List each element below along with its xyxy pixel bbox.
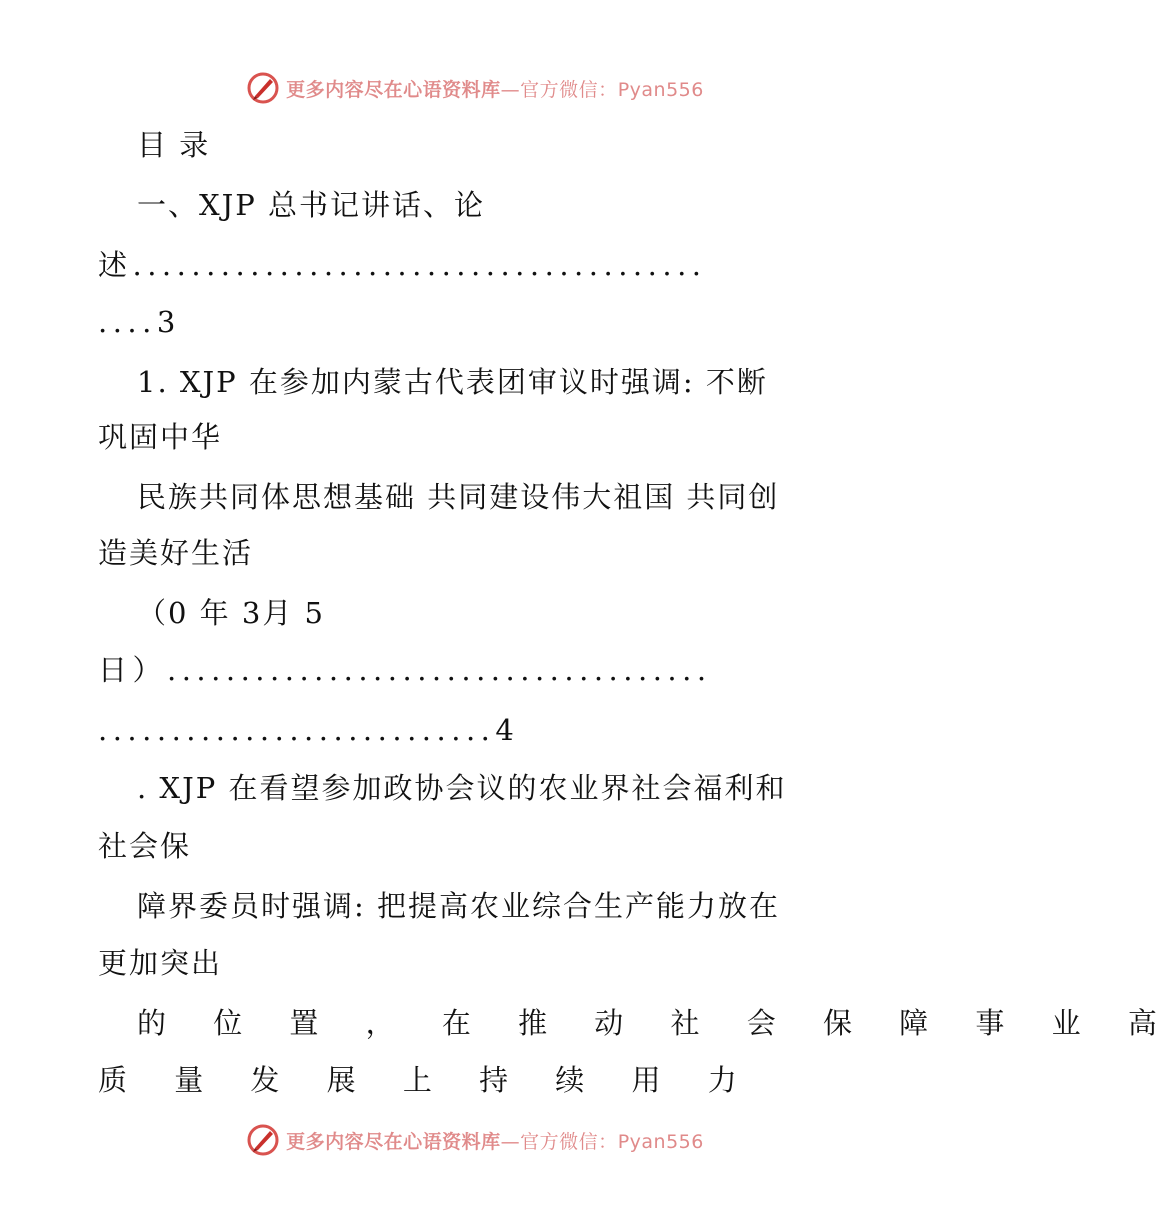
toc-line: 造美好生活 [98,536,254,570]
watermark-footer [0,1120,950,1160]
toc-page-number: ....3 [98,305,181,339]
toc-line: 障界委员时强调: 把提高农业综合生产能力放在 [137,889,780,923]
quill-pen-circle-icon [246,71,280,105]
toc-line: 社会保 [98,829,192,863]
watermark-text: 更多内容尽在心语资料库—官方微信：Pyan556 [286,1130,704,1153]
watermark-header [0,68,950,108]
toc-line: 更加突出 [98,946,223,980]
toc-line: （0 年 3月 5 [137,596,326,630]
toc-line: 的 位 置 ， 在 推 动 社 会 保 障 事 业 高 [137,1006,1176,1040]
toc-line: 1. XJP 在参加内蒙古代表团审议时强调: 不断 [137,365,768,399]
quill-pen-circle-icon [246,1123,280,1157]
toc-line: 质 量 发 展 上 持 续 用 力 [98,1063,756,1097]
toc-line: 日）..................................... [98,653,712,687]
toc-line: 巩固中华 [98,420,223,454]
toc-page-number: ...........................4 [98,713,520,747]
toc-line: . XJP 在看望参加政协会议的农业界社会福利和 [137,771,787,805]
toc-line: 一、XJP 总书记讲话、论 [137,188,486,222]
toc-line: 述....................................... [98,248,707,282]
watermark-text: 更多内容尽在心语资料库—官方微信：Pyan556 [286,78,704,101]
toc-title: 目 录 [137,128,211,162]
toc-line: 民族共同体思想基础 共同建设伟大祖国 共同创 [137,480,780,514]
